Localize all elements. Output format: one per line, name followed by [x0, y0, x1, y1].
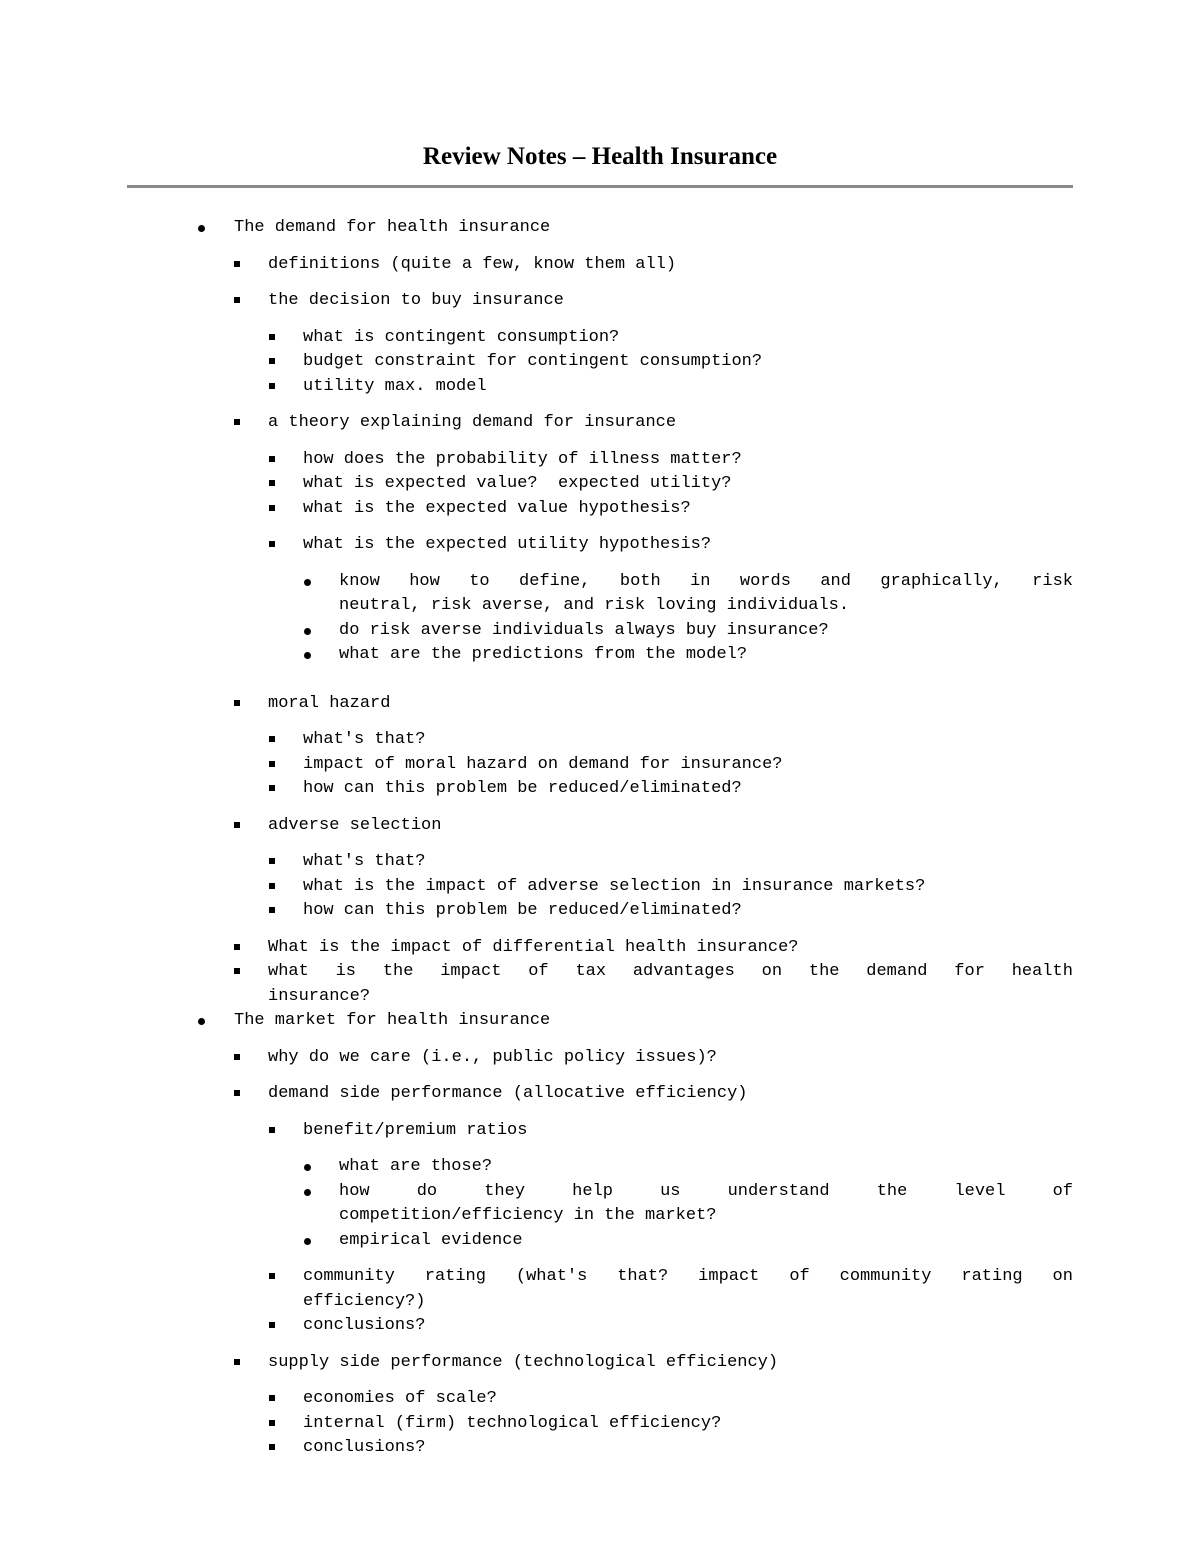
outline-item-level-3: impact of moral hazard on demand for insurance? [303, 754, 783, 774]
bullet-dot-icon [304, 652, 311, 659]
bullet-square-icon [234, 1054, 240, 1060]
bullet-dot-icon [304, 1164, 311, 1171]
outline-item-level-3: what's that? [303, 730, 426, 749]
outline-item-level-2: definitions (quite a few, know them all) [268, 254, 677, 274]
outline-item-level-3: community rating (what's that? impact of community rating on [303, 1267, 1073, 1286]
bullet-dot-icon [304, 579, 311, 586]
bullet-square-icon [234, 419, 240, 425]
outline-item-level-4: what are those? [339, 1157, 493, 1176]
outline-item-level-2: a theory explaining demand for insurance [268, 413, 677, 432]
bullet-square-icon [269, 505, 275, 511]
bullet-square-icon [234, 968, 240, 974]
outline-item-level-3: economies of scale? [303, 1389, 497, 1408]
outline-item-level-4: competition/efficiency in the market? [339, 1206, 717, 1225]
outline-item-level-3: what is the expected utility hypothesis? [303, 535, 712, 554]
outline-item-level-2: moral hazard [268, 693, 391, 713]
outline-item-level-3: how can this problem be reduced/eliminated? [303, 779, 742, 798]
outline-item-level-2: demand side performance (allocative efficiency) [268, 1084, 748, 1103]
bullet-dot-icon [304, 1189, 311, 1196]
outline-item-level-3: conclusions? [303, 1438, 426, 1457]
outline-item-level-2: What is the impact of differential health insurance? [268, 937, 799, 957]
outline-item-level-1: The demand for health insurance [234, 218, 551, 237]
bullet-square-icon [269, 541, 275, 547]
outline-item-level-3: internal (firm) technological efficiency? [303, 1413, 722, 1433]
outline-item-level-4: know how to define, both in words and graphically, risk [339, 571, 1073, 591]
bullet-square-icon [234, 297, 240, 303]
bullet-square-icon [269, 1273, 275, 1279]
outline-item-level-4: do risk averse individuals always buy insurance? [339, 620, 829, 640]
bullet-square-icon [269, 334, 275, 340]
bullet-square-icon [269, 1322, 275, 1328]
bullet-square-icon [234, 261, 240, 267]
outline-item-level-3: conclusions? [303, 1316, 426, 1335]
outline-item-level-2: insurance? [268, 986, 371, 1006]
bullet-square-icon [269, 1444, 275, 1450]
bullet-square-icon [269, 907, 275, 913]
outline-item-level-2: supply side performance (technological efficiency) [268, 1352, 779, 1372]
bullet-square-icon [269, 456, 275, 462]
outline-item-level-4: how do they help us understand the level of [339, 1181, 1073, 1201]
bullet-square-icon [269, 383, 275, 389]
outline-item-level-2: why do we care (i.e., public policy issues)? [268, 1047, 717, 1067]
title-divider [127, 185, 1073, 188]
outline-item-level-3: what is contingent consumption? [303, 327, 620, 347]
bullet-square-icon [269, 736, 275, 742]
outline-item-level-4: neutral, risk averse, and risk loving individuals. [339, 596, 850, 615]
bullet-square-icon [234, 822, 240, 828]
outline-item-level-2: adverse selection [268, 815, 442, 835]
bullet-dot-icon [198, 225, 205, 232]
bullet-dot-icon [304, 628, 311, 635]
bullet-square-icon [269, 480, 275, 486]
bullet-square-icon [234, 1090, 240, 1096]
bullet-square-icon [269, 1420, 275, 1426]
page-title: Review Notes – Health Insurance [422, 143, 778, 170]
outline-item-level-3: how does the probability of illness matter? [303, 449, 742, 469]
outline-item-level-3: how can this problem be reduced/eliminated? [303, 901, 742, 920]
bullet-square-icon [234, 700, 240, 706]
outline-item-level-1: The market for health insurance [234, 1011, 551, 1030]
outline-item-level-3: what is expected value? expected utility? [303, 474, 732, 493]
outline-item-level-3: utility max. model [303, 376, 487, 396]
bullet-square-icon [269, 785, 275, 791]
outline-item-level-3: what's that? [303, 852, 426, 871]
bullet-square-icon [269, 858, 275, 864]
outline-item-level-2: what is the impact of tax advantages on the demand for health [268, 962, 1073, 981]
outline-item-level-3: efficiency?) [303, 1291, 426, 1311]
bullet-square-icon [234, 1359, 240, 1365]
bullet-square-icon [269, 761, 275, 767]
outline-item-level-4: empirical evidence [339, 1230, 523, 1250]
outline-item-level-4: what are the predictions from the model? [339, 645, 748, 664]
bullet-square-icon [269, 358, 275, 364]
outline-item-level-2: the decision to buy insurance [268, 291, 564, 310]
outline-item-level-3: budget constraint for contingent consumption? [303, 352, 763, 371]
bullet-square-icon [234, 944, 240, 950]
outline-item-level-3: what is the impact of adverse selection in insurance markets? [303, 876, 926, 896]
bullet-dot-icon [198, 1018, 205, 1025]
bullet-square-icon [269, 883, 275, 889]
outline-item-level-3: benefit/premium ratios [303, 1120, 528, 1140]
outline-item-level-3: what is the expected value hypothesis? [303, 498, 691, 518]
bullet-square-icon [269, 1127, 275, 1133]
bullet-dot-icon [304, 1238, 311, 1245]
bullet-square-icon [269, 1395, 275, 1401]
